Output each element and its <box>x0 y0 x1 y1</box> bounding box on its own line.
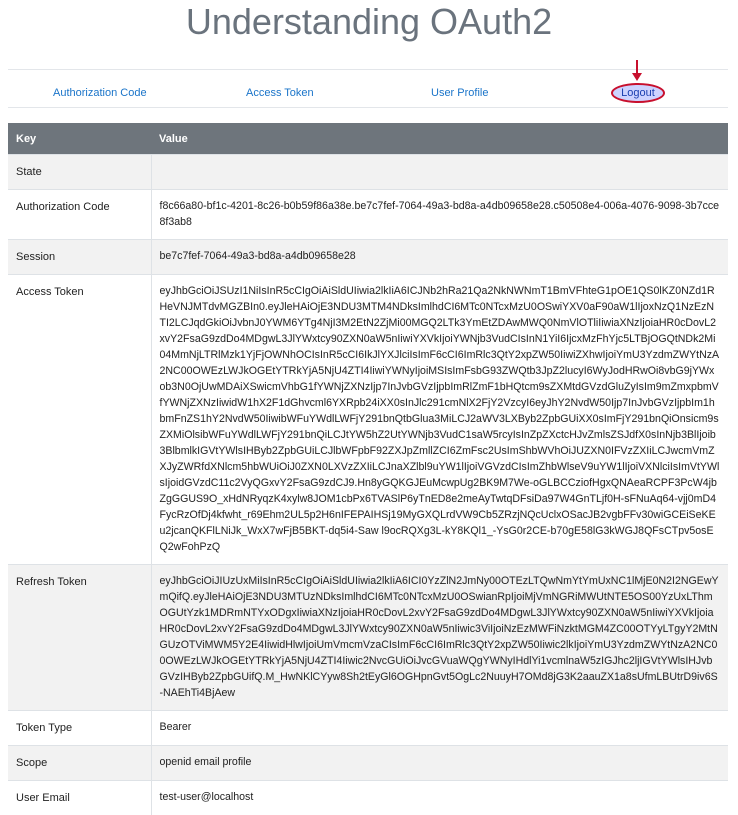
table-row-refresh-token <box>8 565 728 711</box>
row-value: eyJhbGciOiJSUzI1NiIsInR5cCIgOiAiSldUIiwia2lkIiA6ICJNb2hRa21Qa2NkNWNmT1BmVFhteG1pOE1QS0lKZ0NZd1RHeVNJMTdvMGZBIn0.eyJleHAiOjE3NDU3MTM4NDksImlhdCI6MTc0NTcxMzU0OSwiYXV0aF90aW1lIjoxNzQ1NzEzNTI2LCJqdGkiOiJvbnJ0YWM6YTg4NjI3M2EtN2ZjMi00MGQ2LTk3YmEtZDAwMWQ0NmVlOTliIiwiaXNzIjoiaHR0cDovL2xvY2FsaG9zdDo4MDgwL3JlYWxtcy90ZXN0aW5nIiwiYXVkIjoiYWNjb3VudCIsInN1YiI6IjcxMzFhYjc5LTBjOGQtNDk2Mi04MmNjLTRlMzk1YjFjOWNhOCIsInR5cCI6IkJlYXJlciIsImF6cCI6ImRlc3QtY2xpZW50IiwiZXhwIjoiYmU3YzdmZWYtNzA2NC00OWEzLWJkOGEtYTRkYjA5NjU4ZTI4IiwiYWNyIjoiMSIsImFsbG93ZWQtb3JpZ2lucyI6WyJodHRwOi8vbG9jYWxob3N0OjUwMDAiXSwicmVhbG1fYWNjZXNzIjp7InJvbGVzIjpbImRlZmF1bHQtcm9sZXMtdGVzdGluZyIsIm9mZmxpbmVfYWNjZXNzIiwidW1hX2F1dGhvcml6YXRpb24iXX0sInJlc291cmNlX2FjY2VzcyI6eyJhY2NvdW50Ijp7InJvbGVzIjpbIm1hbmFnZS1hY2NvdW50IiwibWFuYWdlLWFjY291bnQtbGlua3MiLCJ2aWV3LXByb2ZpbGUiXX0sImFjY291bnQiOnsicm9sZXMiOlsibWFuYWdlLWFjY291bnQiLCJtYW5hZ2UtYWNjb3VudC1saW5rcyIsInZpZXctcHJvZmlsZSJdfX0sInNjb3BlIjoib3BlbmlkIGVtYWlsIHByb2ZpbGUiLCJlbWFpbF92ZXJpZmllZCI6ZmFsc2UsImShbWVhOiJUZXN0IFVzZXIiLCJwcmVmZXJyZWRfdXNlcm5hbWUiOiJ0ZXN0LXVzZXIiLCJnaXZlbl9uYW1lIjoiVGVzdCIsImZhbWlseV9uYW1lIjoiVXNlciIsImVtYWlsIjoidGVzdC11c2VyQGxvY2FsaG9zdCJ9.Hn8yGQKGJEuMcwpUg2BK9M7We-oGLBCCziofHgxQNAeaRCPF3PcW4jbZgGGUS9O_xHdNRyqzK4xylw8JOM1cbPx6TVASlP6yTnED8e2meAyTwtqDFsiDa97W4GnTLjf0H-sFNuAq64-vjj0mD4FycRzOfDj4kfwht_r69Ehm2UL5p2H6nIFEPAIHSj19MyGXQLrdVW9Cb5ZRzjNQcUclxOSacJB2vgbFFv30wiGCEiSeKEu2jcanQKFlLNiJk_WxX7wFjB5BKT-dq5i4-Saw l9ocRQXg3L-kY8KQl1_-YsG0r2CE-b70gE58lG3kWGJ8QFsCTpv5osEQ2wFohPzQ <box>151 275 728 565</box>
table-row-session <box>8 240 728 275</box>
row-value: openid email profile <box>151 746 728 781</box>
nav-link-authorization-code[interactable]: Authorization Code <box>53 87 147 100</box>
table-row-state <box>8 155 728 190</box>
row-key: Refresh Token <box>8 565 151 711</box>
nav-link-access-token[interactable]: Access Token <box>246 87 314 100</box>
row-key: State <box>8 155 151 190</box>
table-row-authorization-code <box>8 190 728 240</box>
column-header-key: Key <box>8 123 151 155</box>
row-value <box>151 155 728 190</box>
row-value: be7c7fef-7064-49a3-bd8a-a4db09658e28 <box>151 240 728 275</box>
row-value: Bearer <box>151 711 728 746</box>
row-value: eyJhbGciOiJIUzUxMiIsInR5cCIgOiAiSldUIiwia2lkIiA6ICI0YzZlN2JmNy00OTEzLTQwNmYtYmUxNC1lMjE0N2I2NGEwYmQifQ.eyJleHAiOjE3NDU3MTUzNDksImlhdCI6MTc0NTcxMzU0OSwianRpIjoiMjVmNGRiMWUtNTE5OS00YzUxLThmOGUtYzk1MDRmNTYxODgxIiwiaXNzIjoiaHR0cDovL2xvY2FsaG9zdDo4MDgwL3JlYWxtcy90ZXN0aW5nIiwiYXVkIjoiaHR0cDovL2xvY2FsaG9zdDo4MDgwL3JlYWxtcy90ZXN0aW5nIiwic3ViIjoiNzEzMWFiNzktMGM4ZC00OTYyLTgyY2MtNGUzOTViMWM5Y2E4IiwidHlwIjoiUmVmcmVzaCIsImF6cCI6ImRlc3QtY2xpZW50Iiwic2lkIjoiYmU3YzdmZWYtNzA2NC00OWEzLWJkOGEtYTRkYjA5NjU4ZTI4Iiwic2NvcGUiOiJvcGVuaWQgYWNyIHdlYi1vcmlnaW5zIGJhc2ljIGVtYWlsIHJvbGVzIHByb2ZpbGUifQ.M_HwNKlCYyw8Sh2tEyGl6OGHpnGvt5OgLc2NuuyH7OMd8jG3K2aauZX1a8sUfmLBUtrD9iv6S-NAEhTi4BjAew <box>151 565 728 711</box>
table-row-scope <box>8 746 728 781</box>
page-title: Understanding OAuth2 <box>0 2 738 42</box>
row-key: Session <box>8 240 151 275</box>
nav-bar <box>8 69 728 108</box>
row-value: test-user@localhost <box>151 781 728 815</box>
annotation-arrow-icon <box>631 60 643 82</box>
row-key: Scope <box>8 746 151 781</box>
logout-button[interactable]: Logout <box>611 83 665 103</box>
token-table <box>8 123 728 815</box>
table-row-user-email <box>8 781 728 815</box>
table-header-row <box>8 123 728 155</box>
table-row-access-token <box>8 275 728 565</box>
row-key: Access Token <box>8 275 151 565</box>
table-row-token-type <box>8 711 728 746</box>
column-header-value: Value <box>151 123 728 155</box>
row-key: Authorization Code <box>8 190 151 240</box>
row-key: User Email <box>8 781 151 815</box>
nav-link-user-profile[interactable]: User Profile <box>431 87 488 100</box>
row-value: f8c66a80-bf1c-4201-8c26-b0b59f86a38e.be7c7fef-7064-49a3-bd8a-a4db09658e28.c50508e4-006a-4076-9098-3b7cce8f3ab8 <box>151 190 728 240</box>
row-key: Token Type <box>8 711 151 746</box>
